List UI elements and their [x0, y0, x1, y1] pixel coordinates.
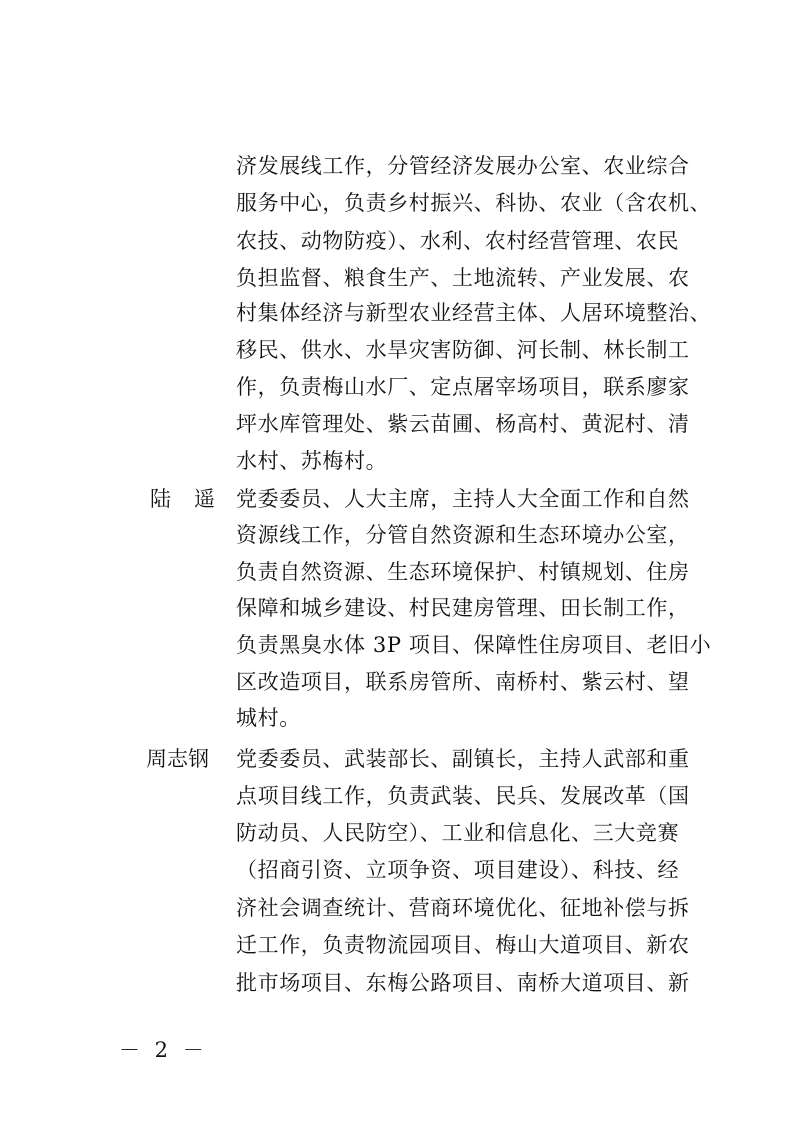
body-line: 党委委员、人大主席，主持人大全面工作和自然 [236, 487, 690, 511]
body-line: 移民、供水、水旱灾害防御、河长制、林长制工 [236, 338, 690, 362]
body-line: 城村。 [236, 706, 301, 730]
body-line: 坪水库管理处、紫云苗圃、杨高村、黄泥村、清 [236, 412, 690, 436]
person-name: 周志钢 [146, 747, 209, 771]
page-number: － 2 － [119, 1038, 208, 1062]
body-line: 资源线工作，分管自然资源和生态环境办公室， [236, 523, 690, 547]
body-line: 批市场项目、东梅公路项目、南桥大道项目、新 [236, 971, 690, 995]
body-line: 保障和城乡建设、村民建房管理、田长制工作， [236, 596, 690, 620]
body-line: 农技、动物防疫）、水利、农村经营管理、农民 [236, 229, 680, 253]
body-line: 区改造项目，联系房管所、南桥村、紫云村、望 [236, 670, 690, 694]
body-line: 点项目线工作，负责武装、民兵、发展改革（国 [236, 784, 690, 808]
body-line: 村集体经济与新型农业经营主体、人居环境整治、 [236, 301, 712, 325]
body-line: 党委委员、武装部长、副镇长，主持人武部和重 [236, 747, 690, 771]
body-line: 负担监督、粮食生产、土地流转、产业发展、农 [236, 266, 690, 290]
body-line: 防动员、人民防空）、工业和信息化、三大竞赛 [236, 821, 680, 845]
person-name: 陆遥 [150, 487, 238, 511]
body-line: 负责黑臭水体 3P 项目、保障性住房项目、老旧小 [236, 633, 712, 657]
body-line: 济发展线工作，分管经济发展办公室、农业综合 [236, 154, 690, 178]
body-line: 济社会调查统计、营商环境优化、征地补偿与拆 [236, 896, 690, 920]
body-line: 作，负责梅山水厂、定点屠宰场项目，联系廖家 [236, 375, 690, 399]
body-line: 服务中心，负责乡村振兴、科协、农业（含农机、 [236, 191, 712, 215]
body-line: 负责自然资源、生态环境保护、村镇规划、住房 [236, 560, 690, 584]
body-line: 迁工作，负责物流园项目、梅山大道项目、新农 [236, 933, 690, 957]
body-line: （招商引资、立项争资、项目建设）、科技、经 [236, 858, 680, 882]
body-line: 水村、苏梅村。 [236, 449, 388, 473]
